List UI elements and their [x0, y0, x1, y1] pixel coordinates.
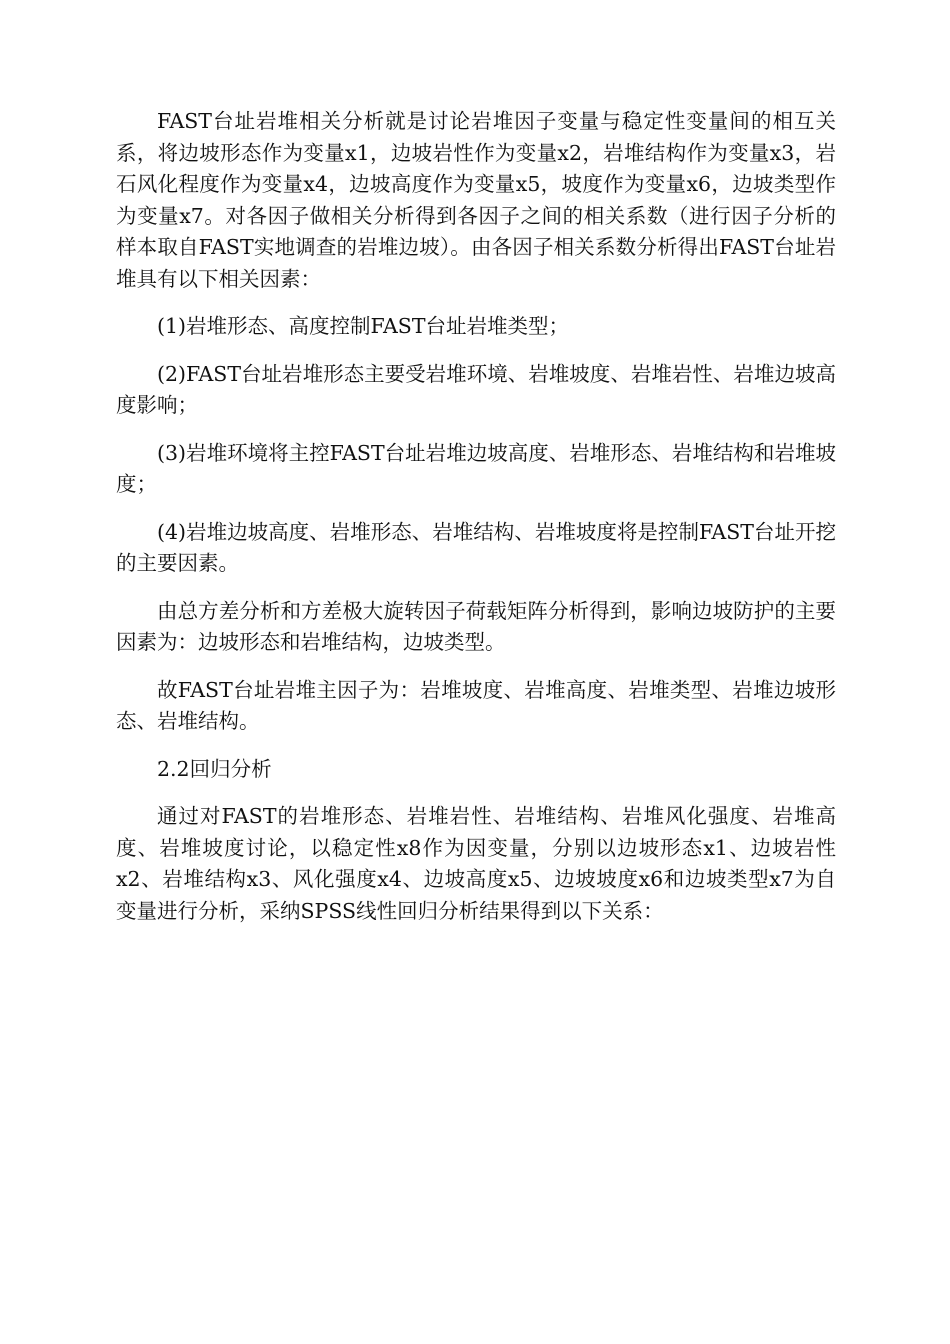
document-body [116, 106, 836, 943]
paragraph-correlation-intro: FAST台址岩堆相关分析就是讨论岩堆因子变量与稳定性变量间的相互关系，将边坡形态作为变量x1，边坡岩性作为变量x2，岩堆结构作为变量x3，岩石风化程度作为变量x4，边坡高度作为变量x5，坡度作为变量x6，边坡类型作为变量x7。对各因子做相关分析得到各因子之间的相关系数（进行因子分析的样本取自FAST实地调查的岩堆边坡）。由各因子相关系数分析得出FAST台址岩堆具有以下相关因素： [116, 109, 836, 291]
paragraph-main-factors: 故FAST台址岩堆主因子为：岩堆坡度、岩堆高度、岩堆类型、岩堆边坡形态、岩堆结构。 [116, 677, 836, 733]
list-item-factor-4: (4)岩堆边坡高度、岩堆形态、岩堆结构、岩堆坡度将是控制FAST台址开挖的主要因素。 [116, 519, 836, 575]
section-heading-regression: 2.2回归分析 [157, 756, 272, 781]
list-item-factor-3: (3)岩堆环境将主控FAST台址岩堆边坡高度、岩堆形态、岩堆结构和岩堆坡度； [116, 440, 836, 496]
list-item-factor-1: (1)岩堆形态、高度控制FAST台址岩堆类型； [157, 314, 570, 338]
list-item-factor-2: (2)FAST台址岩堆形态主要受岩堆环境、岩堆坡度、岩堆岩性、岩堆边坡高度影响； [116, 361, 836, 417]
paragraph-regression: 通过对FAST的岩堆形态、岩堆岩性、岩堆结构、岩堆风化强度、岩堆高度、岩堆坡度讨论，以稳定性x8作为因变量，分别以边坡形态x1、边坡岩性x2、岩堆结构x3、风化强度x4、边坡高度x5、边坡坡度x6和边坡类型x7为自变量进行分析，采纳SPSS线性回归分析结果得到以下关系： [116, 804, 836, 923]
paragraph-variance-analysis: 由总方差分析和方差极大旋转因子荷载矩阵分析得到，影响边坡防护的主要因素为：边坡形态和岩堆结构，边坡类型。 [116, 598, 836, 654]
